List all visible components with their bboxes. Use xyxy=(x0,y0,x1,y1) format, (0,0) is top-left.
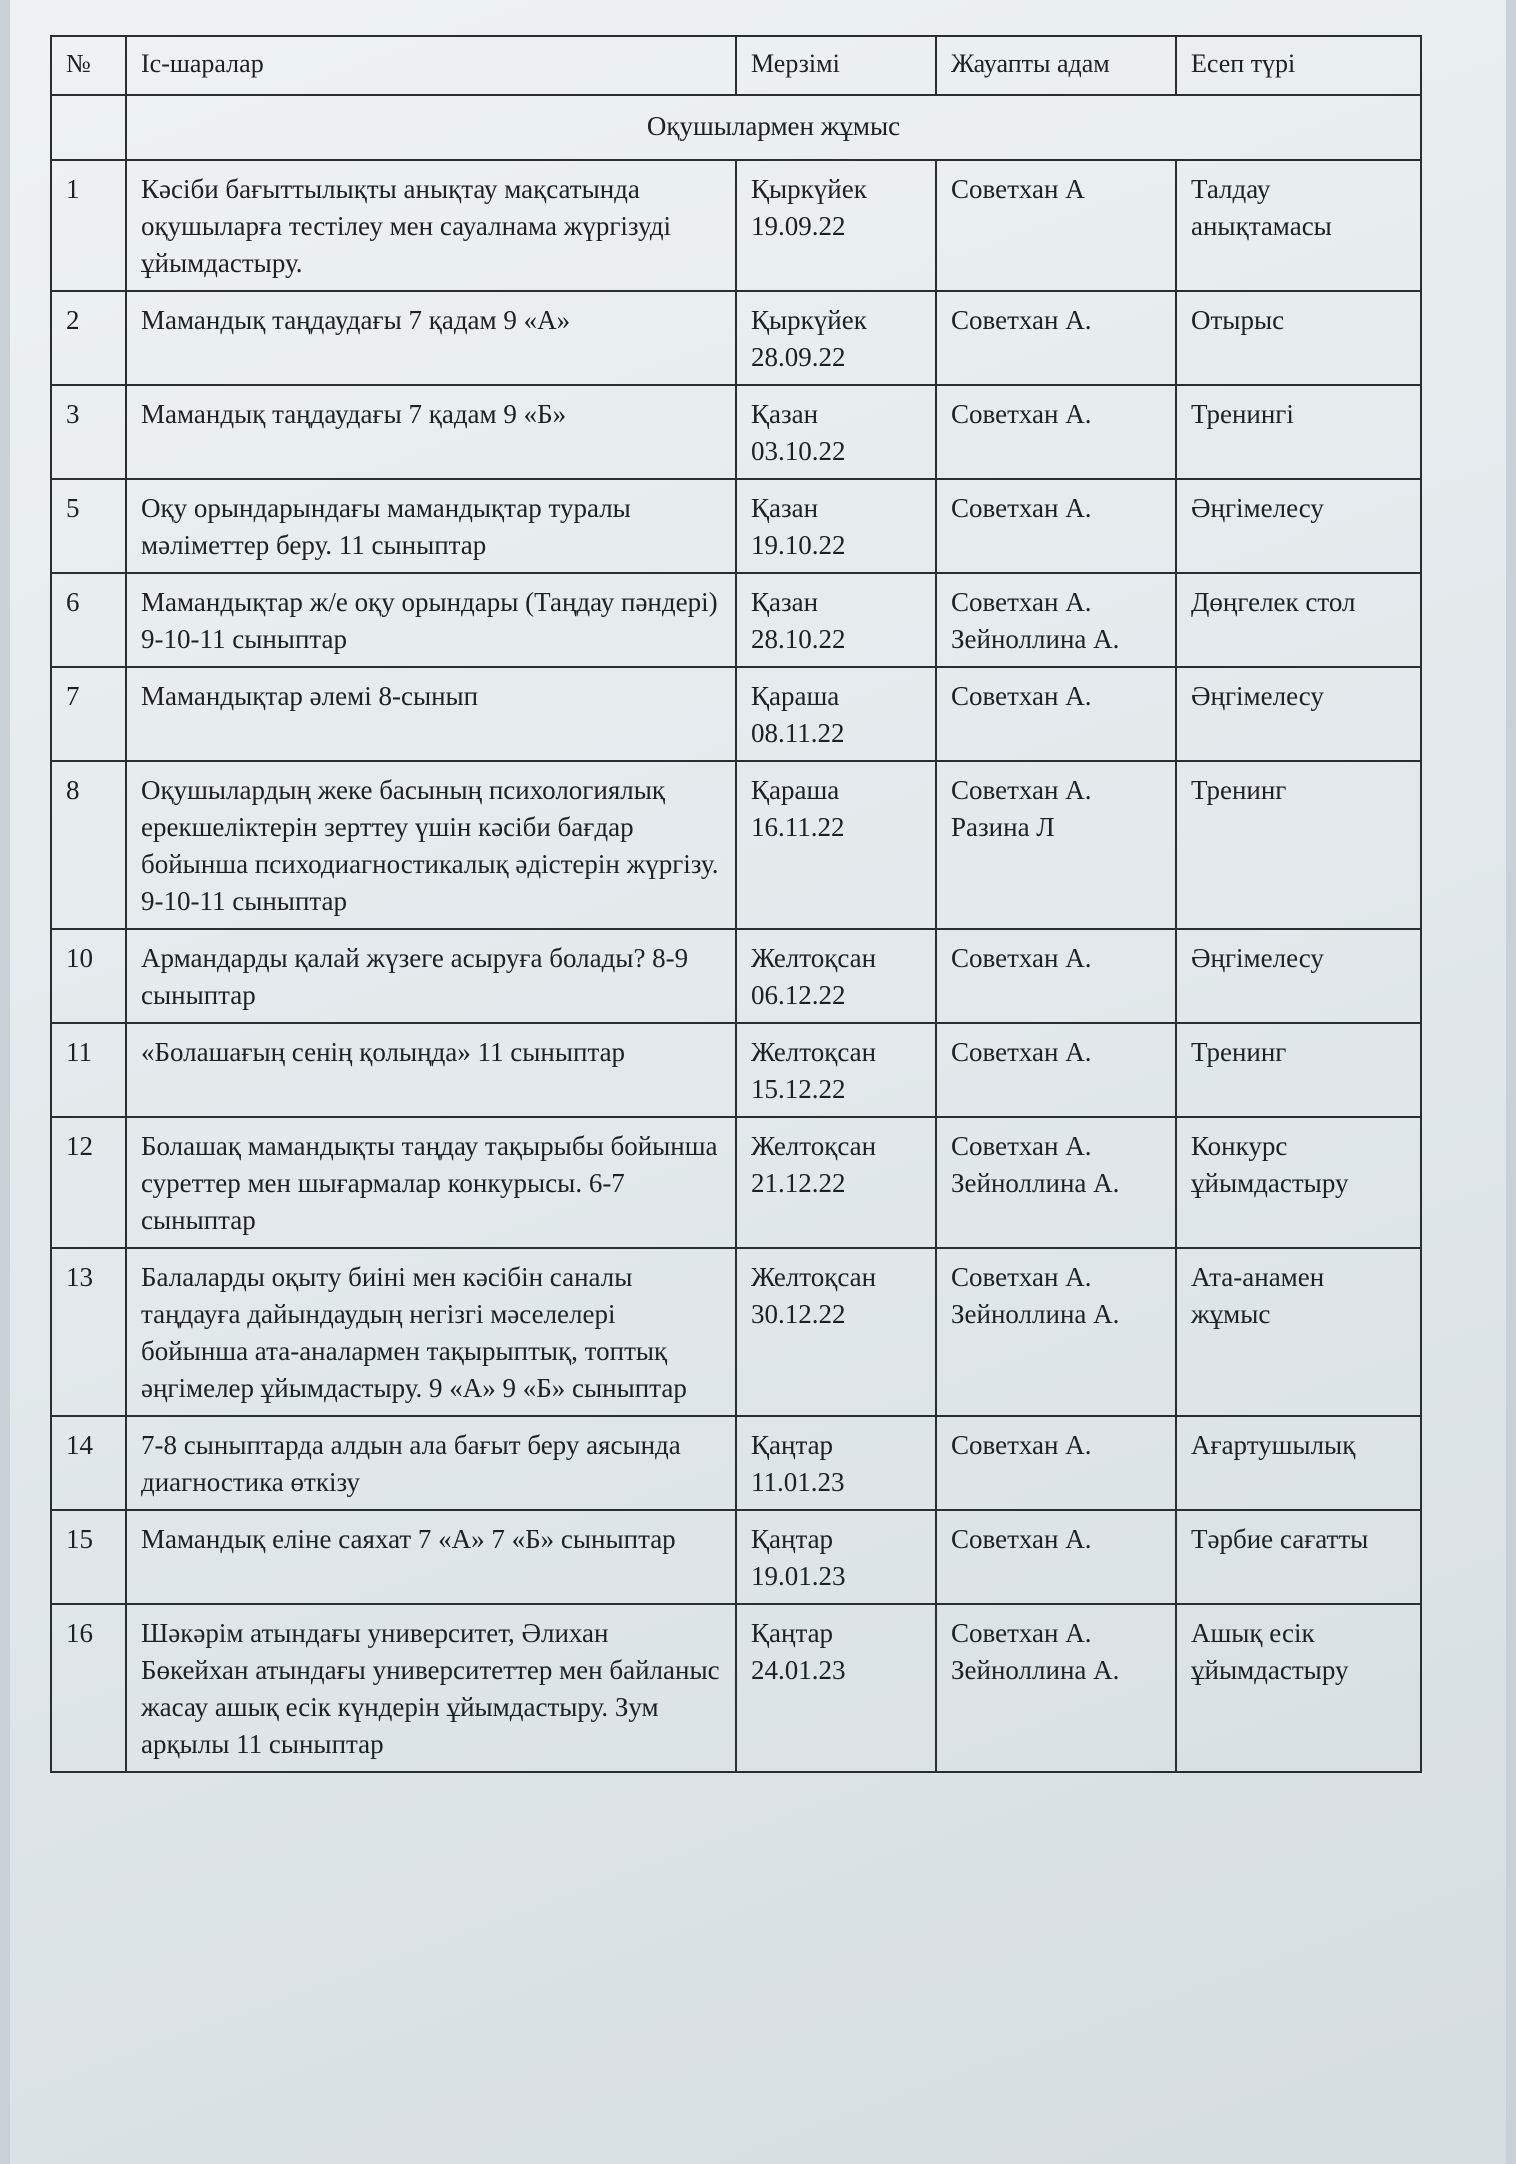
row-activity: Оқу орындарындағы мамандықтар туралы мәліметтер беру. 11 сыныптар xyxy=(126,479,736,573)
row-date-day: 28.10.22 xyxy=(751,624,846,654)
row-responsible-primary: Советхан А xyxy=(951,174,1085,204)
table-row xyxy=(51,1604,1421,1772)
activity-plan-table xyxy=(50,35,1422,1773)
table-row xyxy=(51,1416,1421,1510)
table-row xyxy=(51,929,1421,1023)
row-responsible xyxy=(936,479,1176,573)
row-activity: Мамандық таңдаудағы 7 қадам 9 «Б» xyxy=(126,385,736,479)
row-responsible-primary: Советхан А. xyxy=(951,1618,1092,1648)
row-responsible xyxy=(936,160,1176,291)
row-responsible-primary: Советхан А. xyxy=(951,681,1092,711)
table-row xyxy=(51,1248,1421,1416)
row-date-day: 08.11.22 xyxy=(751,718,845,748)
row-activity: «Болашағың сенің қолыңда» 11 сыныптар xyxy=(126,1023,736,1117)
row-number: 13 xyxy=(51,1248,126,1416)
row-date xyxy=(736,479,936,573)
table-row xyxy=(51,667,1421,761)
row-date-month: Қыркүйек xyxy=(751,305,867,335)
row-date-month: Желтоқсан xyxy=(751,1262,877,1292)
row-number: 16 xyxy=(51,1604,126,1772)
row-date-month: Желтоқсан xyxy=(751,943,877,973)
header-date: Мерзімі xyxy=(736,36,936,95)
row-date-month: Қазан xyxy=(751,493,819,523)
row-date-day: 11.01.23 xyxy=(751,1467,845,1497)
row-number: 2 xyxy=(51,291,126,385)
header-responsible: Жауапты адам xyxy=(936,36,1176,95)
row-report-type: Әңгімелесу xyxy=(1176,667,1421,761)
row-report-type: Ата-анамен жұмыс xyxy=(1176,1248,1421,1416)
row-date-day: 24.01.23 xyxy=(751,1655,846,1685)
row-number: 10 xyxy=(51,929,126,1023)
table-row xyxy=(51,479,1421,573)
row-responsible-secondary: Зейноллина А. xyxy=(951,624,1120,654)
row-responsible-primary: Советхан А. xyxy=(951,1037,1092,1067)
row-report-type: Отырыс xyxy=(1176,291,1421,385)
row-report-type: Тәрбие сағатты xyxy=(1176,1510,1421,1604)
row-activity: Армандарды қалай жүзеге асыруға болады? 8-9 сыныптар xyxy=(126,929,736,1023)
row-report-type: Тренинг xyxy=(1176,761,1421,929)
section-row xyxy=(51,95,1421,160)
row-responsible xyxy=(936,1117,1176,1248)
row-number: 6 xyxy=(51,573,126,667)
table-row xyxy=(51,1023,1421,1117)
row-date-day: 16.11.22 xyxy=(751,812,845,842)
row-date-day: 21.12.22 xyxy=(751,1168,846,1198)
row-responsible xyxy=(936,573,1176,667)
plan-sheet xyxy=(50,35,1420,1773)
row-date xyxy=(736,761,936,929)
row-responsible-secondary: Зейноллина А. xyxy=(951,1168,1120,1198)
row-date-day: 03.10.22 xyxy=(751,436,846,466)
table-row xyxy=(51,385,1421,479)
row-date-month: Қараша xyxy=(751,775,840,805)
section-spacer xyxy=(51,95,126,160)
row-responsible-primary: Советхан А. xyxy=(951,775,1092,805)
row-responsible-primary: Советхан А. xyxy=(951,305,1092,335)
row-date xyxy=(736,291,936,385)
section-title: Оқушылармен жұмыс xyxy=(126,95,1421,160)
paper-page xyxy=(10,0,1506,2164)
row-activity: Мамандықтар ж/е оқу орындары (Таңдау пәндері) 9-10-11 сыныптар xyxy=(126,573,736,667)
row-date-day: 15.12.22 xyxy=(751,1074,846,1104)
row-responsible-primary: Советхан А. xyxy=(951,493,1092,523)
row-date-month: Қазан xyxy=(751,399,819,429)
table-row xyxy=(51,1510,1421,1604)
row-activity: Мамандық еліне саяхат 7 «А» 7 «Б» сыныптар xyxy=(126,1510,736,1604)
row-responsible-primary: Советхан А. xyxy=(951,1262,1092,1292)
row-date xyxy=(736,1117,936,1248)
row-responsible xyxy=(936,1510,1176,1604)
row-report-type: Әңгімелесу xyxy=(1176,929,1421,1023)
row-number: 12 xyxy=(51,1117,126,1248)
row-date xyxy=(736,1416,936,1510)
table-row xyxy=(51,160,1421,291)
row-responsible xyxy=(936,1023,1176,1117)
row-responsible-primary: Советхан А. xyxy=(951,1524,1092,1554)
table-row xyxy=(51,1117,1421,1248)
row-date xyxy=(736,1023,936,1117)
row-activity: Мамандықтар әлемі 8-сынып xyxy=(126,667,736,761)
row-responsible xyxy=(936,929,1176,1023)
row-date-month: Қаңтар xyxy=(751,1524,834,1554)
row-date-month: Қыркүйек xyxy=(751,174,867,204)
row-date-day: 19.09.22 xyxy=(751,211,846,241)
row-responsible xyxy=(936,1248,1176,1416)
row-date xyxy=(736,1510,936,1604)
row-report-type: Әңгімелесу xyxy=(1176,479,1421,573)
row-number: 14 xyxy=(51,1416,126,1510)
row-date xyxy=(736,929,936,1023)
row-date-month: Желтоқсан xyxy=(751,1037,877,1067)
row-responsible xyxy=(936,667,1176,761)
row-activity: Болашақ мамандықты таңдау тақырыбы бойынша суреттер мен шығармалар конкурысы. 6-7 сыныптар xyxy=(126,1117,736,1248)
header-row xyxy=(51,36,1421,95)
row-date xyxy=(736,160,936,291)
table-row xyxy=(51,291,1421,385)
row-activity: Балаларды оқыту биіні мен кәсібін саналы таңдауға дайындаудың негізгі мәселелері бойынша ата-аналармен тақырыптық, топтық әңгімелер ұйымдастыру. 9 «А» 9 «Б» сыныптар xyxy=(126,1248,736,1416)
row-date xyxy=(736,385,936,479)
row-number: 1 xyxy=(51,160,126,291)
row-responsible xyxy=(936,761,1176,929)
row-number: 11 xyxy=(51,1023,126,1117)
row-date xyxy=(736,573,936,667)
row-report-type: Талдау анықтамасы xyxy=(1176,160,1421,291)
row-responsible-secondary: Зейноллина А. xyxy=(951,1299,1120,1329)
row-date-day: 19.10.22 xyxy=(751,530,846,560)
row-responsible xyxy=(936,385,1176,479)
row-activity: Оқушылардың жеке басының психологиялық ерекшеліктерін зерттеу үшін кәсіби бағдар бойынша психодиагностикалық әдістерін жүргізу. 9-10-11 сыныптар xyxy=(126,761,736,929)
row-report-type: Конкурс ұйымдастыру xyxy=(1176,1117,1421,1248)
row-date-day: 19.01.23 xyxy=(751,1561,846,1591)
row-responsible-secondary: Зейноллина А. xyxy=(951,1655,1120,1685)
row-number: 8 xyxy=(51,761,126,929)
table-row xyxy=(51,761,1421,929)
row-date-month: Желтоқсан xyxy=(751,1131,877,1161)
row-responsible-primary: Советхан А. xyxy=(951,1430,1092,1460)
row-date-month: Қаңтар xyxy=(751,1430,834,1460)
row-responsible-primary: Советхан А. xyxy=(951,1131,1092,1161)
row-report-type: Ағартушылық xyxy=(1176,1416,1421,1510)
row-number: 3 xyxy=(51,385,126,479)
row-report-type: Тренинг xyxy=(1176,1023,1421,1117)
row-date-day: 28.09.22 xyxy=(751,342,846,372)
row-date-month: Қаңтар xyxy=(751,1618,834,1648)
row-responsible xyxy=(936,1416,1176,1510)
row-number: 15 xyxy=(51,1510,126,1604)
row-date-month: Қазан xyxy=(751,587,819,617)
row-date-day: 06.12.22 xyxy=(751,980,846,1010)
row-date-day: 30.12.22 xyxy=(751,1299,846,1329)
row-number: 5 xyxy=(51,479,126,573)
row-responsible xyxy=(936,291,1176,385)
row-activity: 7-8 сыныптарда алдын ала бағыт беру аясында диагностика өткізу xyxy=(126,1416,736,1510)
table-row xyxy=(51,573,1421,667)
row-report-type: Тренингі xyxy=(1176,385,1421,479)
row-responsible-primary: Советхан А. xyxy=(951,399,1092,429)
row-activity: Мамандық таңдаудағы 7 қадам 9 «А» xyxy=(126,291,736,385)
row-date xyxy=(736,1604,936,1772)
row-report-type: Ашық есік ұйымдастыру xyxy=(1176,1604,1421,1772)
row-activity: Шәкәрім атындағы университет, Әлихан Бөкейхан атындағы университеттер мен байланыс жасау ашық есік күндерін ұйымдастыру. Зум арқылы 11 сыныптар xyxy=(126,1604,736,1772)
row-number: 7 xyxy=(51,667,126,761)
row-responsible xyxy=(936,1604,1176,1772)
row-date xyxy=(736,1248,936,1416)
row-report-type: Дөңгелек стол xyxy=(1176,573,1421,667)
header-number: № xyxy=(51,36,126,95)
row-date-month: Қараша xyxy=(751,681,840,711)
row-responsible-secondary: Разина Л xyxy=(951,812,1055,842)
row-responsible-primary: Советхан А. xyxy=(951,943,1092,973)
header-activity: Іс-шаралар xyxy=(126,36,736,95)
row-activity: Кәсіби бағыттылықты анықтау мақсатында оқушыларға тестілеу мен сауалнама жүргізуді ұйымдастыру. xyxy=(126,160,736,291)
row-date xyxy=(736,667,936,761)
header-report-type: Есеп түрі xyxy=(1176,36,1421,95)
row-responsible-primary: Советхан А. xyxy=(951,587,1092,617)
